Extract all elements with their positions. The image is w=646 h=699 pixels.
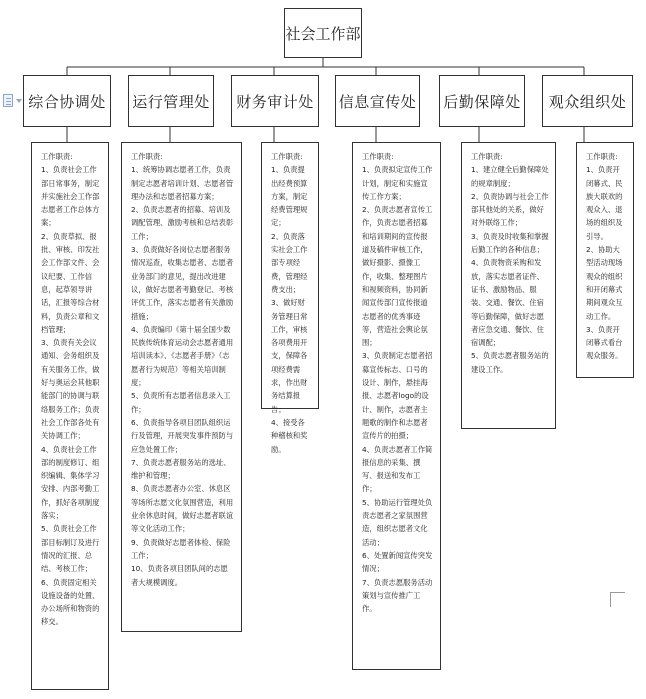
- dept-box-logistics: 后勤保障处: [439, 75, 525, 127]
- duties-box-audience-organization: [576, 142, 634, 378]
- top-node-social-work-dept: 社会工作部: [284, 8, 362, 58]
- duty-item: 4、负责物资采购和发放，落实志愿者证件、证书、激励物品、服装、交通、餐饮、住宿等后勤保障，做好志愿者应急交通、餐饮、住宿调配；: [471, 258, 544, 348]
- dept-box-info-publicity: 信息宣传处: [335, 75, 420, 127]
- duty-item: 3、负责开闭幕式看台观众服务。: [586, 324, 623, 361]
- duty-item: 7、负责志愿服务活动策划与宣传推广工作。: [362, 577, 433, 614]
- duty-item: 3、负责做好各岗位志愿者服务情况巡查，收集志愿者、志愿者业务部门的意见，提出改进建议，做好志愿者考勤登记、考核评优工作，落实志愿者有关激励措施；: [131, 245, 234, 321]
- duty-item: 4、负责编印《第十届全国少数民族传统体育运动会志愿者通用培训读本》、《志愿者手册》（志愿者行为规范）等相关培训制度；: [131, 324, 234, 388]
- duty-item: 5、负责所有志愿者信息录入工作；: [131, 391, 231, 414]
- duty-item: 1、统筹协调志愿者工作，负责制定志愿者培训计划、志愿者管理办法和志愿者招募方案；: [131, 165, 234, 201]
- duty-item: 4、负责社会工作部的制度修订、组织编辑、集体学习安排、内部考勤工作，抓好各项制度落实；: [41, 444, 100, 521]
- duty-item: 2、负责落实社会工作部专项经费，管理经费支出；: [271, 231, 308, 294]
- duty-item: 3、负责制定志愿者招募宣传标志、口号的设计、制作，悬挂海报、志愿者logo的设计、制作，志愿者主题歌的制作和志愿者宣传片的拍摄；: [362, 351, 433, 441]
- duty-item: 7、负责志愿者服务站的选址、维护和管理；: [131, 457, 231, 481]
- duty-item: 2、协助大型活动现场观众的组织和开闭幕式期间观众互动工作。: [586, 245, 623, 321]
- duty-item: 1、负责社会工作部日常事务，制定并实施社会工作部志愿者工作总体方案；: [41, 165, 100, 228]
- duties-heading: 工作职责:: [471, 152, 503, 161]
- duties-box-info-publicity: [352, 142, 441, 670]
- duties-heading: 工作职责:: [41, 152, 73, 161]
- dept-box-finance-audit: 财务审计处: [231, 75, 319, 127]
- duties-box-general-coordination: [31, 142, 109, 690]
- duty-item: 1、负责开闭幕式、民族大联欢的观众入、退场的组织及引导。: [586, 165, 623, 241]
- duty-item: 1、负责拟定宣传工作计划，制定和实施宣传工作方案；: [362, 165, 433, 201]
- duty-item: 2、负责草拟、报批、审核、印发社会工作部文件、会议纪要、工作信息，起草领导讲话，汇报等综合材料，负责公章和文档管理；: [41, 231, 100, 334]
- duties-box-finance-audit: [261, 142, 319, 454]
- duty-item: 8、负责志愿者办公室、休息区等场所志愿文化氛围营造，利用业余休息时间，做好志愿者联谊等文化活动工作；: [131, 484, 234, 534]
- duty-item: 6、负责指导各项目团队组织运行及管理，开展突发事件预防与应急处置工作；: [131, 417, 234, 454]
- duty-item: 3、做好财务管理日常工作，审核各项费用开支，保障各项经费需求，作出财务结算报告；: [271, 298, 308, 414]
- duty-item: 2、负责协调与社会工作部其他处的关系，做好对外联络工作；: [471, 191, 549, 228]
- duty-item: 5、负责社会工作部目标制订及进行情况的汇报、总结、考核工作；: [41, 524, 100, 574]
- duties-heading: 工作职责:: [131, 152, 163, 161]
- duties-heading: 工作职责:: [362, 152, 394, 161]
- duty-item: 4、接受各种稽核和奖励。: [271, 417, 308, 454]
- dept-box-audience-organization: 观众组织处: [542, 75, 633, 127]
- duty-item: 4、负责志愿者工作简报信息的采集、撰写、报送和发布工作；: [362, 444, 433, 494]
- duty-item: 9、负责做好志愿者体检、保险工作；: [131, 537, 231, 560]
- duties-box-operations-management: [121, 142, 242, 632]
- duties-heading: 工作职责:: [586, 152, 618, 161]
- duty-item: 3、负责有关会议通知、会务组织及有关服务工作，做好与奥运会其他职能部门的协调与联络服务工作；负责社会工作部各处有关协调工作；: [41, 338, 100, 441]
- duty-item: 6、负责固定相关设施设备的处置、办公场所和物资的移交。: [41, 577, 100, 627]
- duty-item: 5、协助运行管理处负责志愿者之家氛围营造，组织志愿者文化活动；: [362, 497, 433, 547]
- duty-item: 2、负责志愿者宣传工作，负责志愿者招募和培训期间的宣传报道及稿件审核工作，做好摄影、摄像工作，收集、整理图片和视频资料，协同新闻宣传部门宣传报道志愿者的优秀事迹等，营造社会舆论氛围；: [362, 205, 433, 348]
- duty-item: 3、负责及时收集和掌握后勤工作的各种信息；: [471, 231, 549, 255]
- corner-mark: [610, 592, 625, 607]
- duty-item: 6、处置新闻宣传突发情况；: [362, 550, 433, 574]
- duties-heading: 工作职责:: [271, 152, 303, 161]
- document-icon: [3, 94, 13, 107]
- dept-box-operations-management: 运行管理处: [128, 75, 214, 127]
- duty-item: 2、负责志愿者的招募、培训及调配管理、激励考核和总结表彰工作；: [131, 205, 234, 241]
- duty-item: 1、建立健全后勤保障处的规章制度；: [471, 165, 549, 188]
- duty-item: 5、负责志愿者服务站的建设工作。: [471, 351, 549, 374]
- duty-item: 10、负责各项目团队间的志愿者大规模调度。: [131, 564, 228, 587]
- duties-box-logistics: [461, 142, 556, 429]
- duty-item: 1、负责提出经费预算方案，制定经费管理规定；: [271, 165, 308, 228]
- dept-box-general-coordination: 综合协调处: [23, 75, 111, 127]
- caret-down-icon: [16, 99, 22, 103]
